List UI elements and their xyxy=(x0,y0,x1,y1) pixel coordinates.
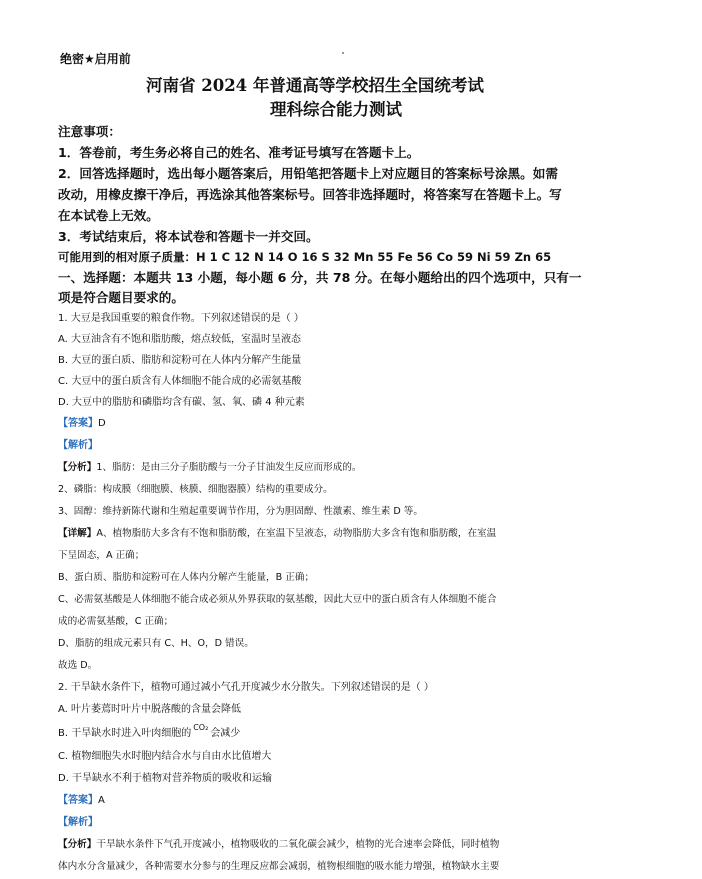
exam-subtitle: 理科综合能力测试 xyxy=(270,100,402,119)
note-1: 1．答卷前，考生务必将自己的姓名、准考证号填写在答题卡上。 xyxy=(58,145,420,160)
notes-heading: 注意事项： xyxy=(58,124,121,139)
analysis-tag: 【分析】 xyxy=(58,462,97,473)
q2-option-b xyxy=(58,723,241,741)
q1-analysis-1 xyxy=(58,462,362,474)
q1-conclusion: 故选 D。 xyxy=(58,660,98,671)
q1-detail-a-line-1 xyxy=(58,528,496,540)
q1-option-c: C. 大豆中的蛋白质含有人体细胞不能合成的必需氨基酸 xyxy=(58,376,302,387)
q2-analysis-line-2: 体内水分含量减少，各种需要水分参与的生理反应都会减弱，植物根细胞的吸水能力增强，植物缺水主要 xyxy=(58,861,500,872)
answer-tag: 【答案】 xyxy=(58,418,98,429)
q2-option-a: A. 叶片萎蔫时叶片中脱落酸的含量会降低 xyxy=(58,704,242,715)
q1-analysis-2: 2、磷脂：构成膜（细胞膜、核膜、细胞器膜）结构的重要成分。 xyxy=(58,484,333,495)
q1-detail-b: B、蛋白质、脂肪和淀粉可在人体内分解产生能量，B 正确； xyxy=(58,572,315,583)
note-2-line-3: 在本试卷上无效。 xyxy=(58,208,159,223)
q1-detail-d: D、脂肪的组成元素只有 C、H、O，D 错误。 xyxy=(58,638,254,649)
speck-mark xyxy=(342,52,344,54)
atomic-masses: 可能用到的相对原子质量：H 1 C 12 N 14 O 16 S 32 Mn 55 Fe 56 Co 59 Ni 59 Zn 65 xyxy=(58,250,552,264)
q1-detail-c-line-2: 成的必需氨基酸，C 正确； xyxy=(58,616,174,627)
note-2-line-1: 2．回答选择题时，选出每小题答案后，用铅笔把答题卡上对应题目的答案标号涂黑。如需 xyxy=(58,166,558,181)
co2-formula: CO₂ xyxy=(193,723,209,732)
q2-answer xyxy=(58,795,105,808)
q1-analysis-3: 3、固醇：维持新陈代谢和生殖起重要调节作用，分为胆固醇、性激素、维生素 D 等。 xyxy=(58,506,423,517)
section-heading-line-2: 项是符合题目要求的。 xyxy=(58,290,184,305)
detail-tag: 【详解】 xyxy=(58,528,97,539)
q2-analysis-line-1 xyxy=(58,839,499,851)
q2-stem: 2. 干旱缺水条件下，植物可通过减小气孔开度减少水分散失。下列叙述错误的是（ ） xyxy=(58,682,434,693)
q2-option-c: C. 植物细胞失水时胞内结合水与自由水比值增大 xyxy=(58,751,272,762)
section-heading-line-1: 一、选择题：本题共 13 小题，每小题 6 分，共 78 分。在每小题给出的四个选项中，只有一 xyxy=(58,270,582,285)
q1-analysis-tag: 【解析】 xyxy=(58,440,98,451)
q1-detail-c-line-1: C、必需氨基酸是人体细胞不能合成必须从外界获取的氨基酸，因此大豆中的蛋白质含有人体细胞不能合 xyxy=(58,594,497,605)
answer-tag: 【答案】 xyxy=(58,795,98,806)
q1-answer xyxy=(58,418,106,431)
secret-mark: 绝密★启用前 xyxy=(60,52,131,66)
q2-analysis-tag: 【解析】 xyxy=(58,817,98,828)
q2-option-d: D. 干旱缺水不利于植物对营养物质的吸收和运输 xyxy=(58,773,273,784)
answer-value: D xyxy=(98,418,106,429)
option-b-text: B. 干旱缺水时进入叶肉细胞的 xyxy=(58,728,192,739)
q1-detail-a-line-2: 下呈固态，A 正确； xyxy=(58,550,145,561)
note-3: 3．考试结束后，将本试卷和答题卡一并交回。 xyxy=(58,229,319,244)
q1-stem: 1. 大豆是我国重要的粮食作物。下列叙述错误的是（ ） xyxy=(58,313,304,324)
q1-option-a: A. 大豆油含有不饱和脂肪酸，熔点较低，室温时呈液态 xyxy=(58,334,302,345)
note-2-line-2: 改动，用橡皮擦干净后，再选涂其他答案标号。回答非选择题时，将答案写在答题卡上。写 xyxy=(58,187,562,202)
analysis-text: 1、脂肪：是由三分子脂肪酸与一分子甘油发生反应而形成的。 xyxy=(96,462,362,473)
detail-text: A、植物脂肪大多含有不饱和脂肪酸，在室温下呈液态，动物脂肪大多含有饱和脂肪酸，在室温 xyxy=(96,528,497,539)
analysis-text: 干旱缺水条件下气孔开度减小，植物吸收的二氧化碳会减少，植物的光合速率会降低，同时植物 xyxy=(96,839,500,850)
analysis-tag: 【分析】 xyxy=(58,839,97,850)
q1-option-d: D. 大豆中的脂肪和磷脂均含有碳、氢、氧、磷 4 种元素 xyxy=(58,397,305,408)
answer-value: A xyxy=(98,795,105,806)
option-b-text-end: 会减少 xyxy=(210,728,241,739)
exam-title: 河南省 2024 年普通高等学校招生全国统考试 xyxy=(146,76,484,95)
q1-option-b: B. 大豆的蛋白质、脂肪和淀粉可在人体内分解产生能量 xyxy=(58,355,302,366)
